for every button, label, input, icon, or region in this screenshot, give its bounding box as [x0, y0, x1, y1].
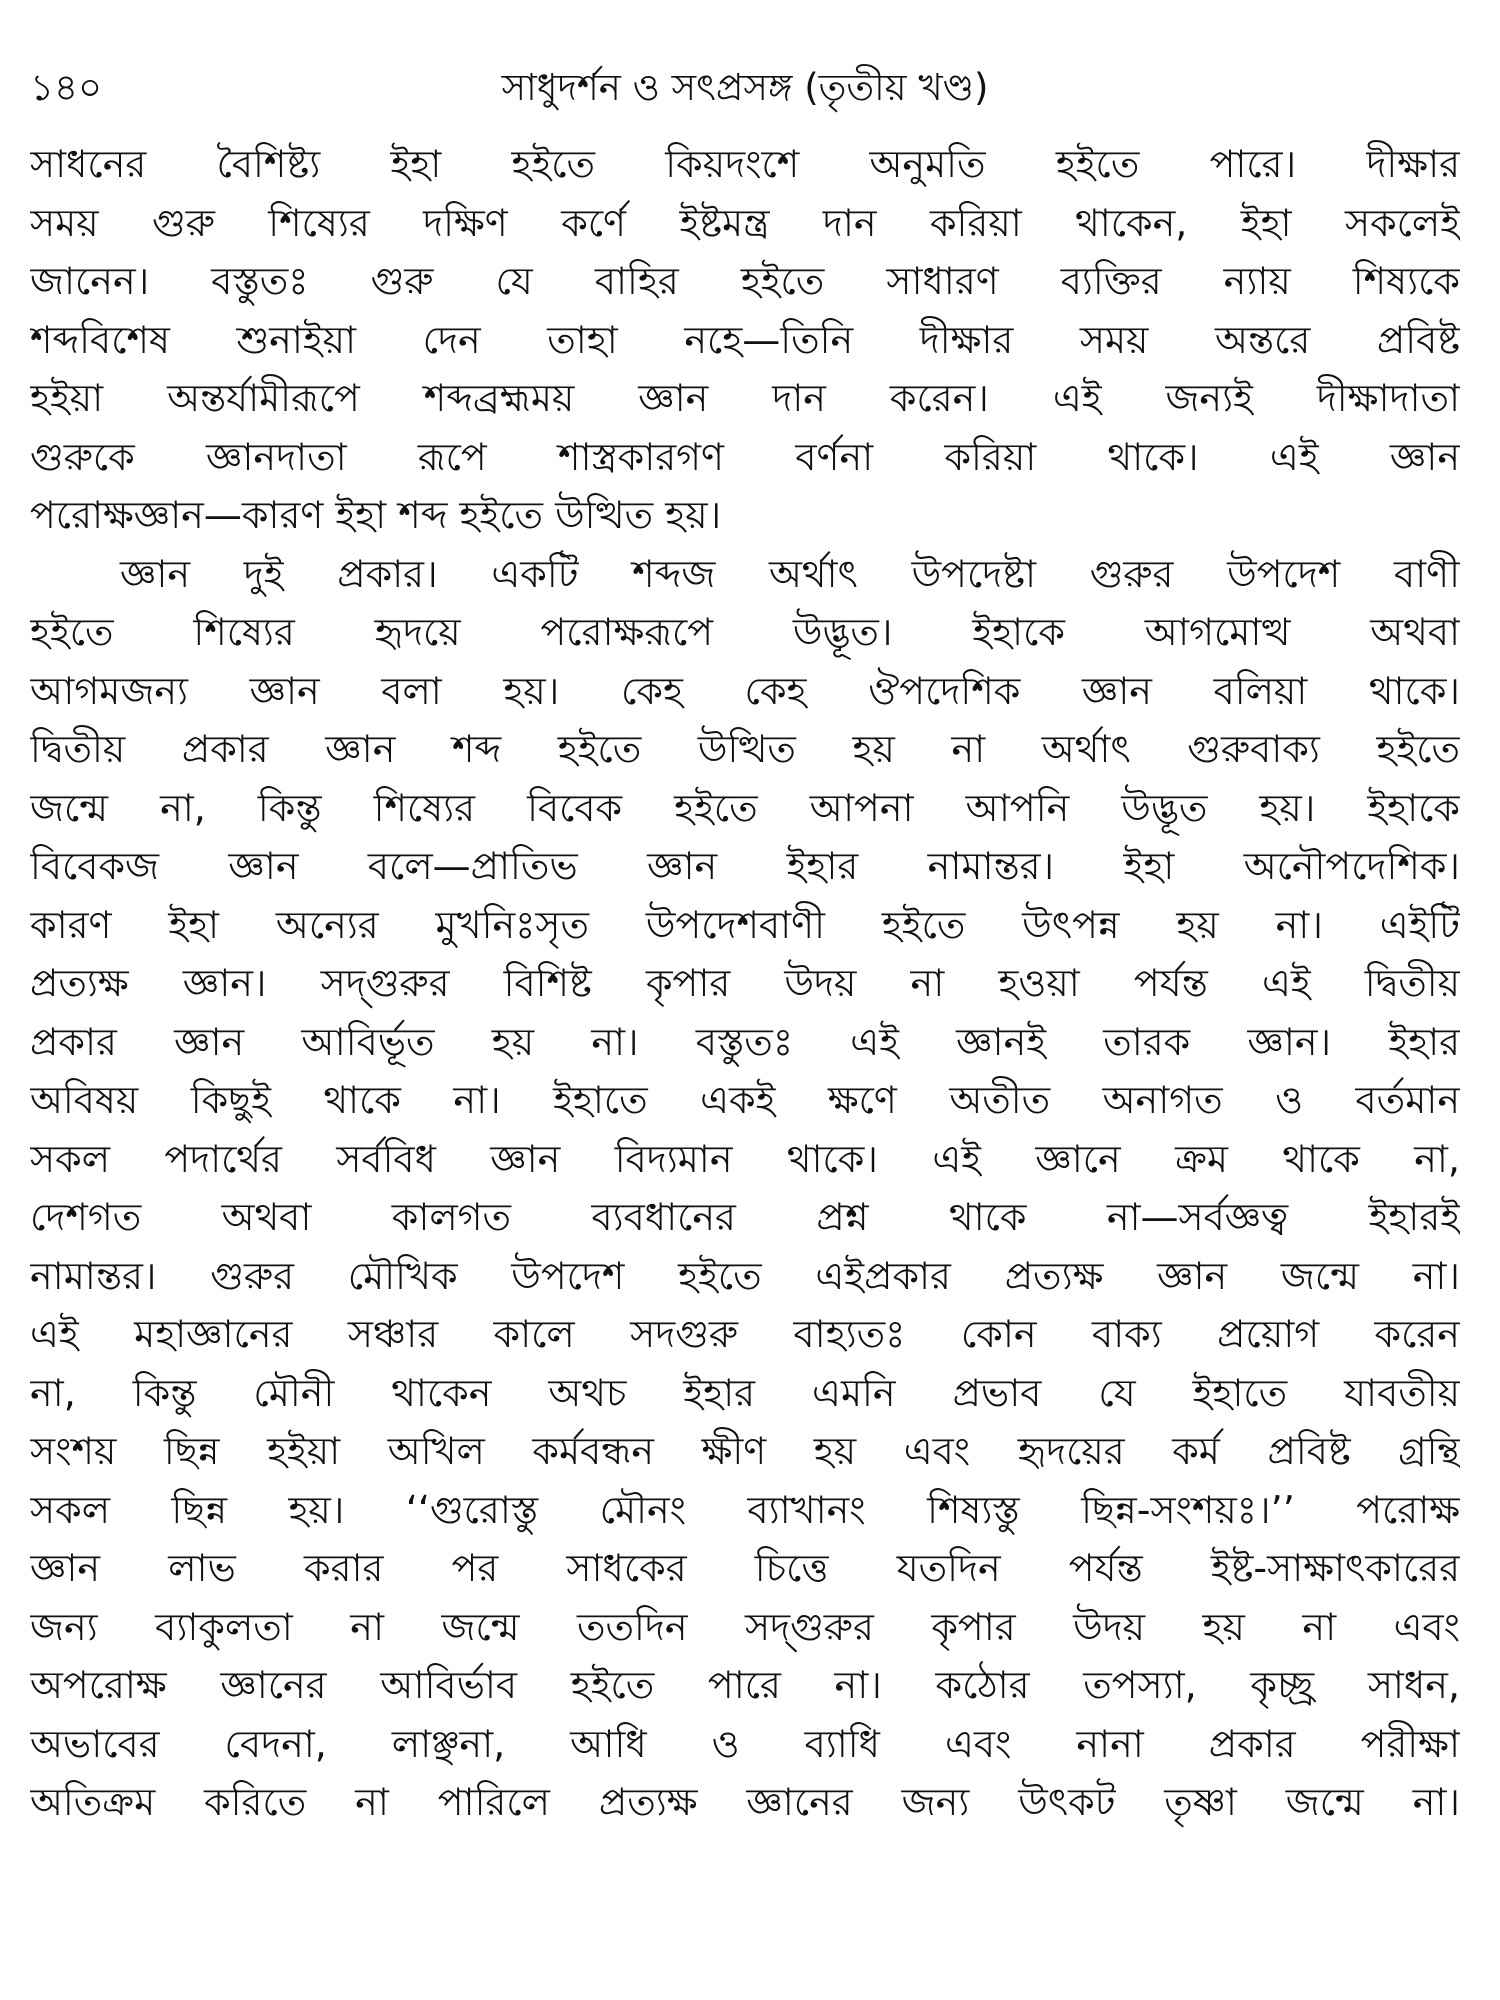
text-line: জানেন। বস্তুতঃ গুরু যে বাহির হইতে সাধারণ ব্যক্তির ন্যায় শিষ্যকে [30, 259, 1460, 303]
page-number: ১৪০ [30, 66, 103, 109]
text-line: না, কিন্তু মৌনী থাকেন অথচ ইহার এমনি প্রভাব যে ইহাতে যাবতীয় [30, 1370, 1460, 1415]
text-line: জন্য ব্যাকুলতা না জন্মে ততদিন সদ্গুরুর কৃপার উদয় হয় না এবং [30, 1604, 1460, 1649]
text-line: নামান্তর। গুরুর মৌখিক উপদেশ হইতে এইপ্রকার প্রত্যক্ষ জ্ঞান জন্মে না। [30, 1253, 1460, 1298]
text-line: সময় গুরু শিষ্যের দক্ষিণ কর্ণে ইষ্টমন্ত্র দান করিয়া থাকেন, ইহা সকলেই [30, 200, 1460, 245]
text-line: সাধনের বৈশিষ্ট্য ইহা হইতে কিয়দংশে অনুমতি হইতে পারে। দীক্ষার [30, 142, 1460, 186]
text-line: অভাবের বেদনা, লাঞ্ছনা, আধি ও ব্যাধি এবং নানা প্রকার পরীক্ষা [30, 1721, 1460, 1766]
running-title: সাধুদর্শন ও সৎপ্রসঙ্গ (তৃতীয় খণ্ড) [501, 66, 989, 109]
text-line: দেশগত অথবা কালগত ব্যবধানের প্রশ্ন থাকে না—সর্বজ্ঞত্ব ইহারই [30, 1195, 1460, 1239]
text-line: হইতে শিষ্যের হৃদয়ে পরোক্ষরূপে উদ্ভূত। ইহাকে আগমোত্থ অথবা [30, 610, 1460, 654]
text-line: অতিক্রম করিতে না পারিলে প্রত্যক্ষ জ্ঞানের জন্য উৎকট তৃষ্ণা জন্মে না। [30, 1780, 1460, 1824]
text-line: প্রত্যক্ষ জ্ঞান। সদ্গুরুর বিশিষ্ট কৃপার উদয় না হওয়া পর্যন্ত এই দ্বিতীয় [30, 961, 1460, 1005]
text-line: প্রকার জ্ঞান আবির্ভূত হয় না। বস্তুতঃ এই জ্ঞানই তারক জ্ঞান। ইহার [30, 1019, 1460, 1064]
text-line: শব্দবিশেষ শুনাইয়া দেন তাহা নহে—তিনি দীক্ষার সময় অন্তরে প্রবিষ্ট [30, 317, 1460, 362]
text-line: জ্ঞান দুই প্রকার। একটি শব্দজ অর্থাৎ উপদেষ্টা গুরুর উপদেশ বাণী [120, 551, 1460, 596]
text-line: অবিষয় কিছুই থাকে না। ইহাতে একই ক্ষণে অতীত অনাগত ও বর্তমান [30, 1078, 1460, 1122]
text-line: কারণ ইহা অন্যের মুখনিঃসৃত উপদেশবাণী হইতে উৎপন্ন হয় না। এইটি [30, 902, 1460, 947]
text-line: সংশয় ছিন্ন হইয়া অখিল কর্মবন্ধন ক্ষীণ হয় এবং হৃদয়ের কর্ম প্রবিষ্ট গ্রন্থি [30, 1429, 1460, 1473]
text-line: অপরোক্ষ জ্ঞানের আবির্ভাব হইতে পারে না। কঠোর তপস্যা, কৃচ্ছ্র সাধন, [30, 1663, 1460, 1707]
text-line: সকল ছিন্ন হয়। ‘‘গুরোস্তু মৌনং ব্যাখানং শিষ্যস্তু ছিন্ন-সংশয়ঃ।’’ পরোক্ষ [30, 1487, 1460, 1532]
text-line: এই মহাজ্ঞানের সঞ্চার কালে সদগুরু বাহ্যতঃ কোন বাক্য প্রয়োগ করেন [30, 1312, 1460, 1356]
text-line: হইয়া অন্তর্যামীরূপে শব্দব্রহ্মময় জ্ঞান দান করেন। এই জন্যই দীক্ষাদাতা [30, 376, 1460, 420]
text-line: সকল পদার্থের সর্ববিধ জ্ঞান বিদ্যমান থাকে। এই জ্ঞানে ক্রম থাকে না, [30, 1136, 1460, 1181]
text-line: জন্মে না, কিন্তু শিষ্যের বিবেক হইতে আপনা আপনি উদ্ভূত হয়। ইহাকে [30, 785, 1460, 830]
text-line: দ্বিতীয় প্রকার জ্ঞান শব্দ হইতে উত্থিত হয় না অর্থাৎ গুরুবাক্য হইতে [30, 727, 1460, 771]
text-line: জ্ঞান লাভ করার পর সাধকের চিত্তে যতদিন পর্যন্ত ইষ্ট-সাক্ষাৎকারের [30, 1546, 1460, 1590]
text-line: পরোক্ষজ্ঞান—কারণ ইহা শব্দ হইতে উত্থিত হয়। [30, 493, 722, 537]
text-line: বিবেকজ জ্ঞান বলে—প্রাতিভ জ্ঞান ইহার নামান্তর। ইহা অনৌপদেশিক। [30, 844, 1460, 888]
text-line: গুরুকে জ্ঞানদাতা রূপে শাস্ত্রকারগণ বর্ণনা করিয়া থাকে। এই জ্ঞান [30, 434, 1460, 479]
page-header [30, 58, 1460, 118]
text-line: আগমজন্য জ্ঞান বলা হয়। কেহ কেহ ঔপদেশিক জ্ঞান বলিয়া থাকে। [30, 668, 1460, 713]
body-text [30, 135, 1460, 1832]
